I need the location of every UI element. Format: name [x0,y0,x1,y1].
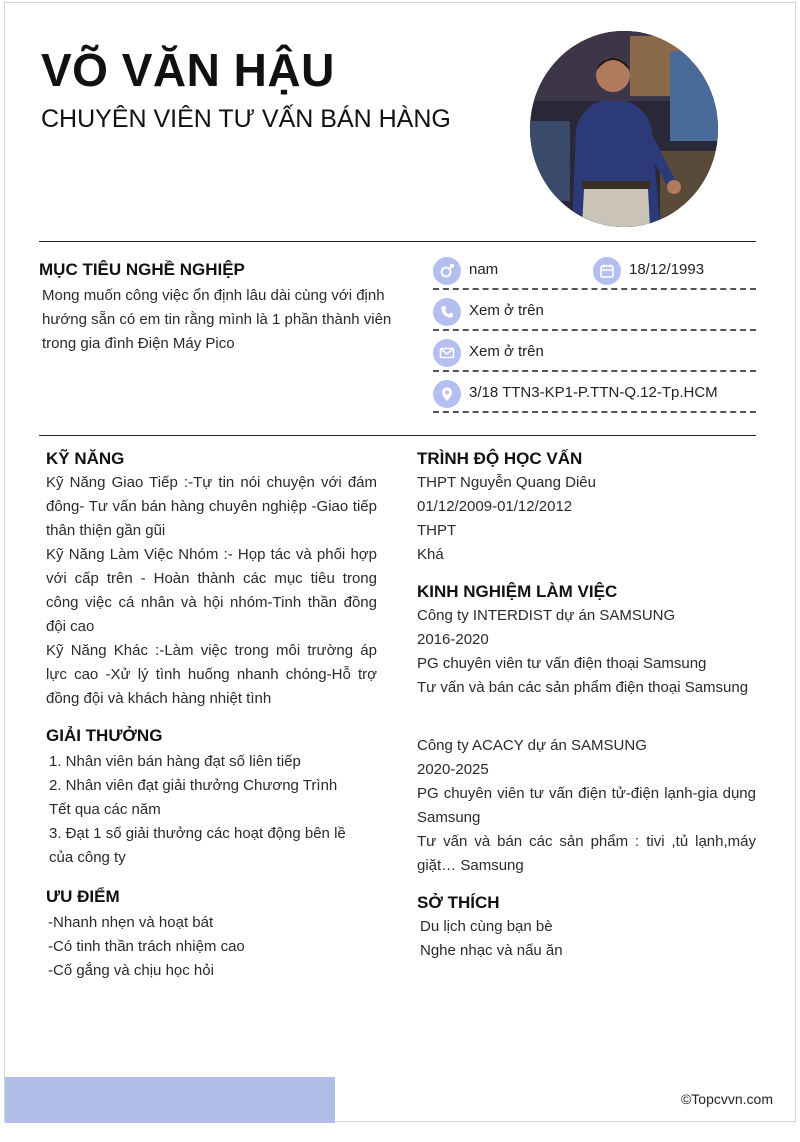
candidate-name: VÕ VĂN HẬU [41,44,335,96]
skill-item: Kỹ Năng Làm Việc Nhóm :- Họp tác và phối hợp với cấp trên - Hoàn thành các mục tiêu trong công việc cá nhân và hội nhóm-Tinh thần đồng đội cao [46,546,377,635]
job-company: Công ty INTERDIST dự án SAMSUNG [417,607,676,624]
education-heading: TRÌNH ĐỘ HỌC VẤN [417,449,583,468]
education-block [417,471,757,567]
job-title: CHUYÊN VIÊN TƯ VẤN BÁN HÀNG [41,105,451,133]
experience-job [417,604,756,700]
phone-value: Xem ở trên [469,302,544,319]
education-school: THPT Nguyễn Quang Diêu [417,474,596,491]
footer-credit: ©Topcvvn.com [680,1091,773,1107]
contact-row-gender-birthday [433,250,756,290]
hobbies-list [420,915,756,963]
gender-value: nam [469,261,499,278]
award-line: 2. Nhân viên đạt giải thưởng Chương Trình [49,777,338,794]
skill-item: Kỹ Năng Giao Tiếp :-Tự tin nói chuyện với đám đông- Tư vấn bán hàng chuyên nghiệp -Giao tiếp thân thiện gần gũi [46,474,377,539]
contact-row-phone [433,291,756,331]
footer-accent-bar [5,1077,335,1123]
calendar-icon [593,257,621,285]
email-icon [433,339,461,367]
contact-row-email [433,332,756,372]
birthday-value: 18/12/1993 [629,261,705,278]
hobby-line: Du lịch cùng bạn bè [420,918,553,935]
objective-text: Mong muốn công việc ổn định lâu dài cùng với định hướng sẵn có em tin rằng mình là 1 phần thành viên trong gia đình Điện Máy Pico [42,287,392,352]
profile-photo [530,31,718,227]
award-line: 1. Nhân viên bán hàng đạt số liên tiếp [49,753,301,770]
skills-heading: KỸ NĂNG [46,449,125,468]
strength-line: -Nhanh nhẹn và hoạt bát [48,914,214,931]
job-position: PG chuyên viên tư vấn điện thoại Samsung [417,655,707,672]
awards-heading: GIẢI THƯỞNG [46,726,163,745]
education-degree: THPT [417,522,457,539]
contact-row-address [433,373,756,413]
award-line: của công ty [49,849,126,866]
education-grade: Khá [417,546,444,563]
strengths-heading: ƯU ĐIỂM [46,887,120,906]
experience-job [417,734,756,878]
objective-heading: MỤC TIÊU NGHỀ NGHIỆP [39,260,245,279]
experience-heading: KINH NGHIỆM LÀM VIỆC [417,582,618,601]
job-period: 2016-2020 [417,631,489,648]
job-description: Tư vấn và bán các sản phẩm : tivi ,tủ lạnh,máy giặt… Samsung [417,833,756,874]
skill-item: Kỹ Năng Khác :-Làm việc trong môi trường áp lực cao -Xử lý tình huống nhanh chóng-Hỗ trợ đồng đội và khách hàng nhiệt tình [46,642,377,707]
awards-list [49,750,379,870]
phone-icon [433,298,461,326]
gender-icon [433,257,461,285]
job-description: Tư vấn và bán các sản phẩm điện thoại Samsung [417,679,749,696]
hobby-line: Nghe nhạc và nấu ăn [420,942,563,959]
job-position: PG chuyên viên tư vấn điện tử-điện lạnh-gia dụng Samsung [417,785,756,826]
education-period: 01/12/2009-01/12/2012 [417,498,573,515]
strength-line: -Cố gắng và chịu học hỏi [48,962,214,979]
job-period: 2020-2025 [417,761,489,778]
location-pin-icon [433,380,461,408]
award-line: Tết qua các năm [49,801,161,818]
divider [39,241,756,242]
hobbies-heading: SỞ THÍCH [417,893,500,912]
strength-line: -Có tinh thần trách nhiệm cao [48,938,245,955]
divider [39,435,756,436]
email-value: Xem ở trên [469,343,544,360]
award-line: 3. Đạt 1 số giải thưởng các hoạt động bên lề [49,825,346,842]
address-value: 3/18 TTN3-KP1-P.TTN-Q.12-Tp.HCM [469,384,718,401]
skills-list [46,471,377,711]
job-company: Công ty ACACY dự án SAMSUNG [417,737,647,754]
cv-page [4,2,796,1122]
strengths-list [48,911,378,983]
